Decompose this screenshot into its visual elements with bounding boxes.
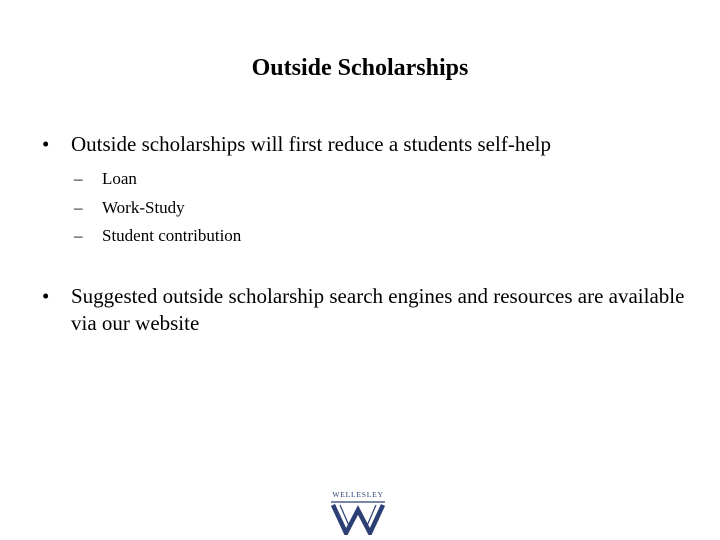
sub-bullet-marker: – bbox=[74, 226, 83, 245]
sub-bullet-text: Student contribution bbox=[102, 226, 242, 245]
sub-bullet-text: Loan bbox=[102, 169, 137, 188]
sub-bullet-list bbox=[74, 165, 574, 251]
bullet-text: Suggested outside scholarship search engines and resources are available via our website bbox=[71, 284, 685, 335]
bullet-item bbox=[42, 283, 692, 337]
sub-bullet-item bbox=[74, 222, 574, 251]
bullet-text: Outside scholarships will first reduce a students self-help bbox=[71, 132, 551, 156]
bullet-marker: • bbox=[42, 284, 50, 308]
slide-title: Outside Scholarships bbox=[251, 55, 469, 81]
sub-bullet-marker: – bbox=[74, 197, 83, 217]
wellesley-logo bbox=[326, 490, 390, 536]
wellesley-w-logo-icon bbox=[331, 501, 385, 535]
sub-bullet-text: Work-Study bbox=[102, 197, 185, 217]
bullet-item bbox=[42, 131, 692, 158]
bullet-marker: • bbox=[42, 132, 50, 156]
logo-wordmark: WELLESLEY bbox=[332, 490, 384, 499]
sub-bullet-item bbox=[74, 194, 574, 223]
sub-bullet-marker: – bbox=[74, 169, 83, 188]
sub-bullet-item bbox=[74, 165, 574, 194]
